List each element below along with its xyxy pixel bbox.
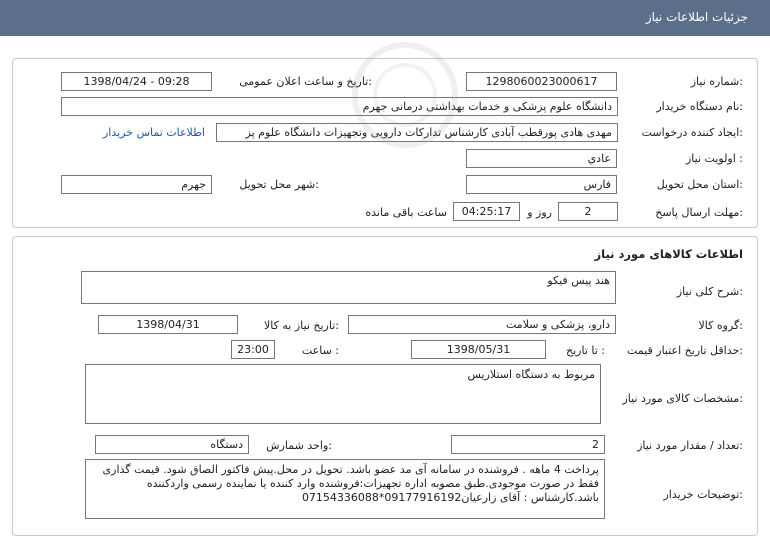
summary-label: شرح کلی نیاز: [676,285,743,298]
qty-field: 2 [451,435,605,454]
specs-label: مشخصات کالای مورد نیاز: [622,392,743,405]
hour-label: ساعت : [301,344,339,357]
priority-label: اولویت نیاز : [685,152,743,165]
min-validity-label: حداقل تاریخ اعتبار قیمت: [627,344,743,357]
announce-date-label: تاریخ و ساعت اعلان عمومی: [239,75,372,88]
city-label: شهر محل تحویل: [239,178,319,191]
remaining-word: ساعت باقی مانده [365,206,447,219]
page-header [0,0,770,36]
notes-field: پرداخت 4 ماهه . فروشنده در سامانه آی مد عضو باشد. تحویل در محل.پیش فاکتور الصاق شود. قیمت گذاری فقط در صورت موجودی.طبق مصوبه اداره تجهیزات:فروشنده وارد کننده یا نماینده رسمی واردکننده باشد.کارشناس : آقای زارعیان09177916192*07154336088 [85,459,605,519]
qty-label: تعداد / مقدار مورد نیاز: [637,439,743,452]
creator-field: مهدی هادی پورقطب آبادی کارشناس تدارکات دارویی وتجهیزات دانشگاه علوم پز [216,123,618,142]
priority-field: عادي [466,149,617,168]
need-date-label: تاریخ نیاز به کالا: [264,319,339,332]
watermark-logo [290,40,520,150]
need-date-field: 1398/04/31 [98,315,238,334]
goods-section-title: اطلاعات کالاهای مورد نیاز [594,247,743,261]
buyer-contact-link[interactable]: اطلاعات تماس خریدار [103,126,205,139]
until-date-field: 1398/05/31 [411,340,546,359]
unit-label: واحد شمارش: [266,439,332,452]
unit-field: دستگاه [95,435,249,454]
group-field: دارو، پزشکی و سلامت [348,315,616,334]
buyer-org-label: نام دستگاه خریدار: [656,100,743,113]
summary-field: هند پیس فیکو [81,271,616,304]
deadline-label: مهلت ارسال پاسخ: [655,206,743,219]
deadline-time-field: 04:25:17 [453,202,520,221]
page-title: جزئیات اطلاعات نیاز [645,10,748,24]
until-date-label: تا تاریخ : [566,344,605,357]
need-number-label: شماره نیاز: [690,75,743,88]
province-field: فارس [466,175,617,194]
days-word: روز و [527,206,552,219]
buyer-org-field: دانشگاه علوم پزشکی و خدمات بهداشتی درمانی جهرم [61,97,618,116]
notes-label: توضیحات خریدار: [663,488,743,501]
goods-info-panel [12,236,758,536]
hour-field: 23:00 [231,340,275,359]
province-label: استان محل تحویل: [656,178,743,191]
city-field: جهرم [61,175,212,194]
creator-label: ایجاد کننده درخواست: [641,126,743,139]
deadline-days-field: 2 [558,202,618,221]
group-label: گروه کالا: [698,319,743,332]
need-number-field: 1298060023000617 [466,72,617,91]
announce-date-field: 1398/04/24 - 09:28 [61,72,212,91]
specs-field: مربوط به دستگاه استلاریس [85,364,601,424]
